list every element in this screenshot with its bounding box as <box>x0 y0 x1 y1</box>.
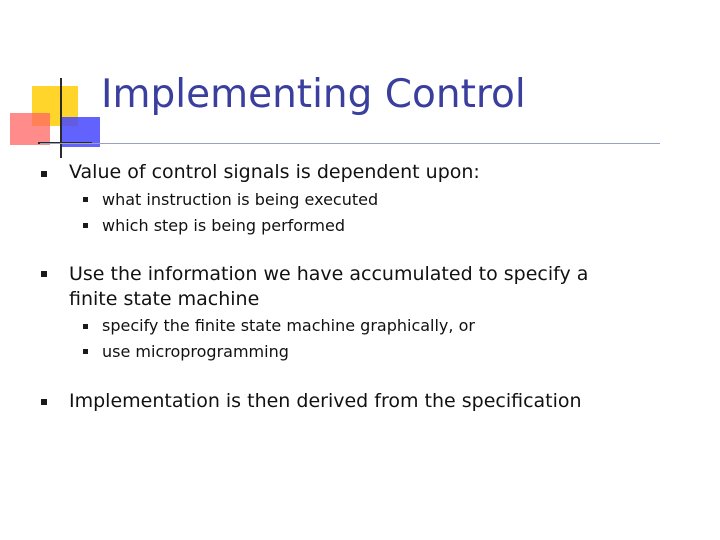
title-divider <box>40 143 660 144</box>
sub-bullet-text-2-1: specify the finite state machine graphically, or <box>102 316 475 335</box>
sub-bullet-text-1-1: what instruction is being executed <box>102 190 379 209</box>
sub-bullet-marker <box>83 197 88 202</box>
bullet-marker <box>41 399 47 405</box>
sub-bullet-marker <box>83 324 88 329</box>
slide-title: Implementing Control <box>101 72 526 117</box>
bullet-marker <box>41 171 47 177</box>
sub-bullet-text-1-2: which step is being performed <box>102 216 345 235</box>
bullet-text-3: Implementation is then derived from the specification <box>69 390 582 412</box>
sub-bullet-text-2-2: use microprogramming <box>102 342 289 361</box>
sub-bullet-marker <box>83 223 88 228</box>
bullet-text-2: Use the information we have accumulated to specify a finite state machine <box>69 263 589 310</box>
sub-bullet-marker <box>83 349 88 354</box>
bullet-text-1: Value of control signals is dependent upon: <box>69 161 480 183</box>
bullet-marker <box>41 271 47 277</box>
